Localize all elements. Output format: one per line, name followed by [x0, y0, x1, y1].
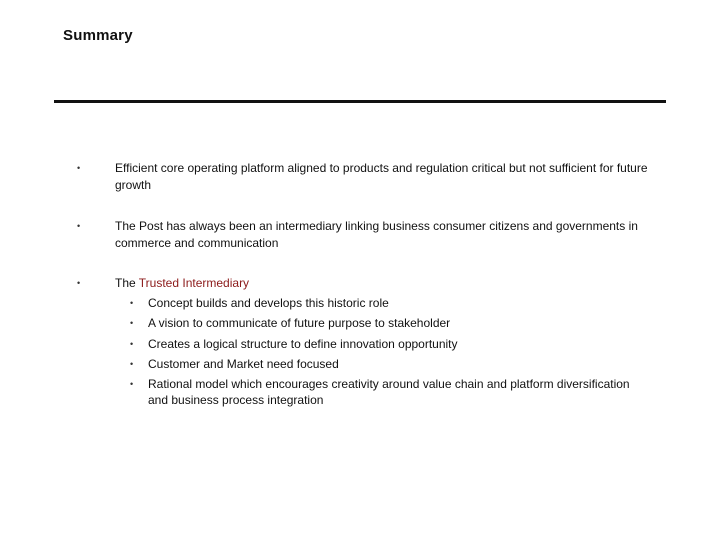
sub-bullet-marker: • [130, 379, 134, 390]
bullet-text: The Post has always been an intermediary linking business consumer citizens and governments in commerce and communication [115, 219, 638, 250]
sub-bullet-item [130, 313, 630, 333]
sub-bullet-text: Customer and Market need focused [148, 356, 339, 371]
sub-bullet-item [130, 293, 630, 313]
bullet-text: Efficient core operating platform aligned to products and regulation critical but not sufficient for future growth [115, 161, 648, 192]
bullet-marker: • [77, 221, 81, 231]
sub-bullet-text: Rational model which encourages creativity around value chain and platform diversification and business process integration [148, 377, 630, 408]
trusted-intermediary-heading: Trusted Intermediary [138, 276, 250, 290]
sub-bullet-item [130, 354, 630, 374]
bullet-heading-line [115, 275, 655, 292]
sub-bullet-list [130, 293, 630, 408]
bullet-marker: • [77, 163, 81, 173]
sub-bullet-text: Concept builds and develops this historic role [148, 296, 389, 310]
sub-bullet-text: A vision to communicate of future purpose to stakeholder [148, 316, 451, 331]
title-divider [54, 100, 666, 103]
bullet-marker: • [77, 278, 81, 288]
sub-bullet-marker: • [130, 338, 134, 349]
sub-bullet-text: Creates a logical structure to define innovation opportunity [148, 336, 458, 351]
bullet-lead-text: The [115, 276, 139, 290]
sub-bullet-marker: • [130, 298, 134, 308]
sub-bullet-item [130, 374, 630, 408]
sub-bullet-item [130, 334, 630, 354]
sub-bullet-marker: • [130, 318, 134, 329]
sub-bullet-marker: • [130, 358, 134, 369]
slide-title: Summary [63, 27, 133, 44]
